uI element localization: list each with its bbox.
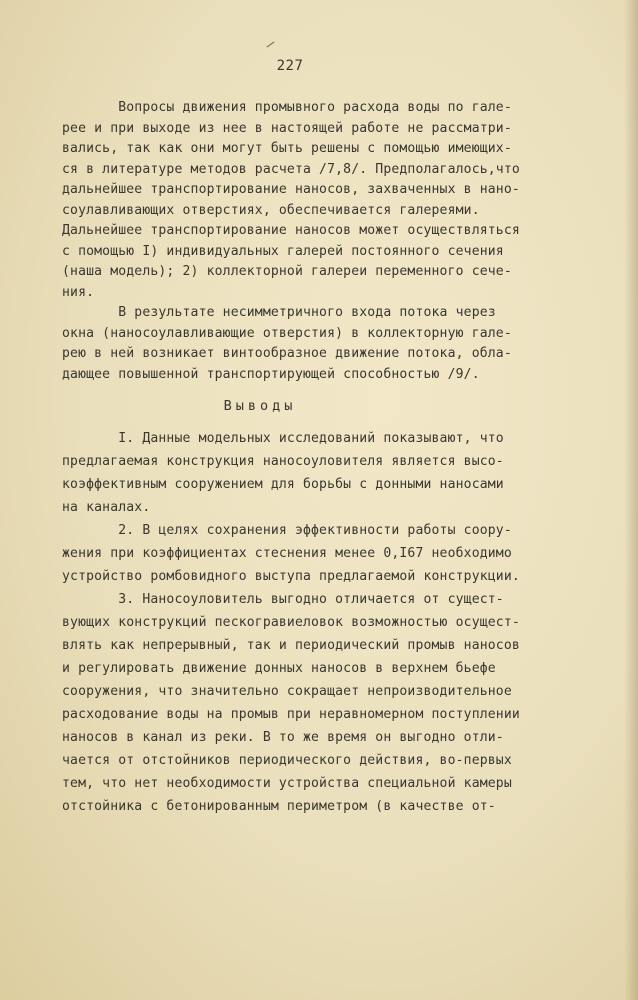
page-edge-shadow xyxy=(624,0,638,1000)
text-line: I. Данные модельных исследований показывают, что xyxy=(62,431,504,446)
text-line: устройство ромбовидного выступа предлагаемой конструкции. xyxy=(62,569,520,584)
text-line: расходование воды на промыв при неравномерном поступлении xyxy=(62,707,520,722)
text-line: отстойника с бетонированным периметром (в качестве от- xyxy=(62,799,496,814)
text-line: влять как непрерывный, так и периодический промыв наносов xyxy=(62,638,520,653)
text-line: дающее повышенной транспортирующей способностью /9/. xyxy=(62,366,480,382)
text-line: тем, что нет необходимости устройства специальной камеры xyxy=(62,776,512,791)
text-line: Дальнейшее транспортирование наносов может осуществляться xyxy=(62,223,520,238)
text-line: коэффективным сооружением для борьбы с донными наносами xyxy=(62,477,504,492)
text-line: соулавливающих отверстиях, обеспечивается галереями. xyxy=(62,202,480,218)
text-line: (наша модель); 2) коллекторной галереи переменного сече- xyxy=(62,264,512,279)
text-line: вующих конструкций пескогравиеловок возможностью осущест- xyxy=(62,615,520,630)
text-line: рее и при выходе из нее в настоящей работе не рассматри- xyxy=(62,120,512,136)
text-line: сооружения, что значительно сокращает непроизводительное xyxy=(62,684,512,699)
text-line: ния. xyxy=(62,284,95,300)
page-number: 227 xyxy=(276,58,304,74)
text-line: окна (наносоулавливающие отверстия) в коллекторную гале- xyxy=(62,325,512,341)
text-line: предлагаемая конструкция наносоуловителя является высо- xyxy=(62,454,504,469)
pencil-mark xyxy=(267,42,275,48)
text-line: 3. Наносоуловитель выгодно отличается от сущест- xyxy=(62,592,504,607)
text-line: на каналах. xyxy=(62,500,151,515)
text-line: чается от отстойников периодического действия, во-первых xyxy=(62,753,512,768)
text-line: Вопросы движения промывного расхода воды по гале- xyxy=(62,100,512,115)
text-line: наносов в канал из реки. В то же время он выгодно отли- xyxy=(62,730,504,745)
text-line: жения при коэффициентах стеснения менее 0,I67 необходимо xyxy=(62,546,512,561)
text-line: рею в ней возникает винтообразное движение потока, обла- xyxy=(62,346,512,361)
text-line: В результате несимметричного входа потока через xyxy=(62,305,496,320)
section-heading: Выводы xyxy=(223,398,297,414)
text-line: 2. В целях сохранения эффективности работы соору- xyxy=(62,523,512,538)
text-line: дальнейшее транспортирование наносов, захваченных в нано- xyxy=(62,182,520,197)
text-line: с помощью I) индивидуальных галерей постоянного сечения xyxy=(62,243,504,259)
text-line: и регулировать движение донных наносов в верхнем бьефе xyxy=(62,661,496,676)
text-line: ся в литературе методов расчета /7,8/. Предполагалось,что xyxy=(62,161,520,177)
text-line: вались, так как они могут быть решены с помощью имеющих- xyxy=(62,141,512,156)
